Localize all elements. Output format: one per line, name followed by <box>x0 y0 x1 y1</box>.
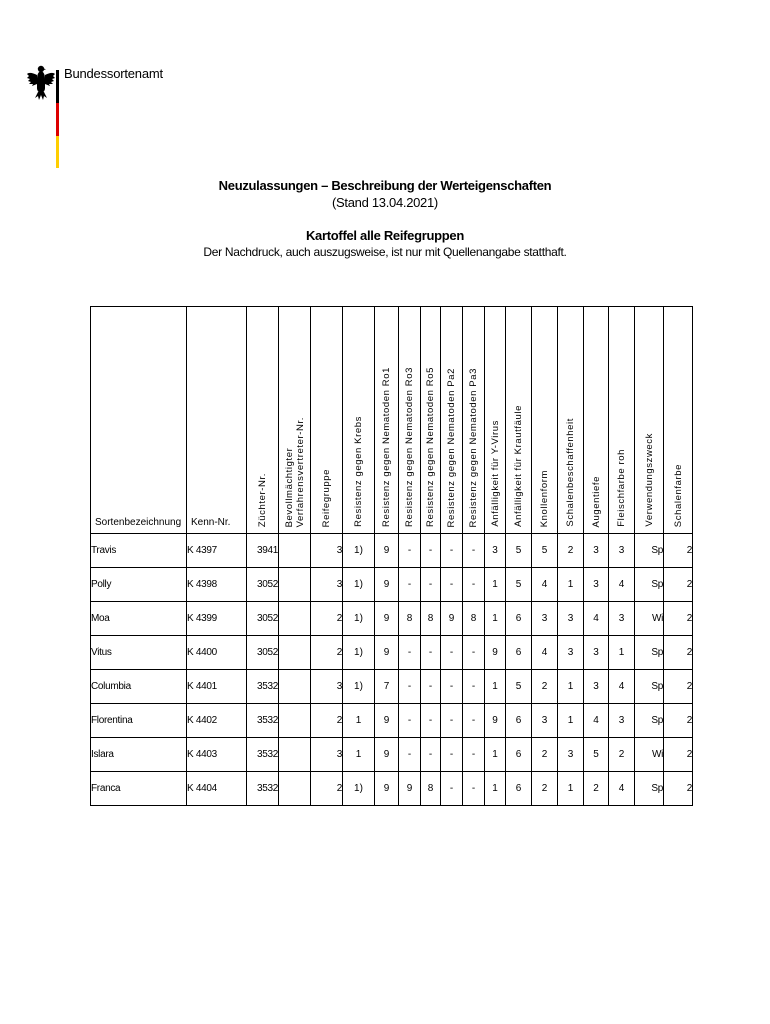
table-cell: 9 <box>375 636 399 670</box>
table-cell: Polly <box>91 568 187 602</box>
table-row <box>91 636 693 670</box>
table-cell: 2 <box>584 772 609 806</box>
table-cell: 1 <box>558 772 584 806</box>
table-cell <box>279 772 311 806</box>
table-cell: 8 <box>399 602 421 636</box>
table-cell: - <box>463 772 485 806</box>
document-title: Neuzulassungen – Beschreibung der Werteigenschaften <box>218 178 552 193</box>
table-cell: - <box>441 534 463 568</box>
table-row <box>91 704 693 738</box>
table-cell: 3 <box>609 602 635 636</box>
table-cell: 2 <box>532 670 558 704</box>
table-cell: K 4400 <box>187 636 247 670</box>
table-cell: 4 <box>609 670 635 704</box>
table-cell: - <box>463 704 485 738</box>
table-cell: 3 <box>532 704 558 738</box>
table-cell: 1 <box>558 670 584 704</box>
table-cell: 6 <box>506 636 532 670</box>
table-cell: 1) <box>343 670 375 704</box>
table-cell: 5 <box>532 534 558 568</box>
table-cell: 3 <box>532 602 558 636</box>
table-cell: 3 <box>584 636 609 670</box>
table-cell: 9 <box>375 738 399 772</box>
table-cell: 2 <box>664 636 693 670</box>
table-cell: K 4397 <box>187 534 247 568</box>
table-cell: Franca <box>91 772 187 806</box>
table-cell: 9 <box>485 636 506 670</box>
table-cell: - <box>421 568 441 602</box>
table-cell: - <box>463 738 485 772</box>
column-header: Reifegruppe <box>311 307 343 534</box>
table-cell: 2 <box>311 602 343 636</box>
table-cell: 3532 <box>247 772 279 806</box>
table-cell: 4 <box>532 568 558 602</box>
table-cell: 3 <box>311 534 343 568</box>
table-cell: 6 <box>506 602 532 636</box>
variety-table <box>90 306 693 806</box>
table-cell: 1) <box>343 636 375 670</box>
table-cell: 9 <box>441 602 463 636</box>
table-cell: K 4404 <box>187 772 247 806</box>
table-cell: 9 <box>375 534 399 568</box>
table-cell: 6 <box>506 704 532 738</box>
table-cell: 3 <box>584 534 609 568</box>
table-cell: 1 <box>485 772 506 806</box>
document-subtitle: Kartoffel alle Reifegruppen <box>305 228 465 243</box>
table-cell: 3052 <box>247 636 279 670</box>
table-cell: - <box>421 738 441 772</box>
table-cell: - <box>421 534 441 568</box>
column-header: Resistenz gegen Nematoden Pa3 <box>463 307 485 534</box>
table-cell: 3 <box>558 636 584 670</box>
table-cell: 4 <box>609 568 635 602</box>
table-cell: 4 <box>609 772 635 806</box>
table-cell: 5 <box>506 670 532 704</box>
column-header: Augentiefe <box>584 307 609 534</box>
table-cell: 2 <box>664 670 693 704</box>
table-cell: 5 <box>506 534 532 568</box>
table-cell: 1 <box>558 568 584 602</box>
table-cell: 9 <box>375 772 399 806</box>
table-cell: 3532 <box>247 670 279 704</box>
table-cell: - <box>421 636 441 670</box>
table-cell: 2 <box>664 534 693 568</box>
table-cell: 9 <box>485 704 506 738</box>
column-header: Resistenz gegen Nematoden Ro1 <box>375 307 399 534</box>
table-cell: - <box>441 704 463 738</box>
table-cell: 4 <box>584 704 609 738</box>
table-cell: - <box>441 772 463 806</box>
table-cell: Wi <box>635 738 664 772</box>
table-row <box>91 738 693 772</box>
table-cell: 4 <box>584 602 609 636</box>
federal-eagle-icon <box>26 62 56 102</box>
table-cell <box>279 670 311 704</box>
column-header: Fleischfarbe roh <box>609 307 635 534</box>
table-cell: Sp <box>635 534 664 568</box>
column-header: Bevollmächtigter Verfahrensvertreter-Nr. <box>279 307 311 534</box>
table-cell: 3 <box>311 738 343 772</box>
column-header: Schalenbeschaffenheit <box>558 307 584 534</box>
table-cell: 1) <box>343 534 375 568</box>
table-cell: 2 <box>558 534 584 568</box>
table-cell: 3532 <box>247 704 279 738</box>
table-cell: K 4403 <box>187 738 247 772</box>
table-cell: 2 <box>664 602 693 636</box>
table-row <box>91 534 693 568</box>
table-cell: - <box>399 636 421 670</box>
table-cell: 1 <box>485 568 506 602</box>
table-cell: - <box>399 568 421 602</box>
table-cell: 8 <box>463 602 485 636</box>
reprint-note: Der Nachdruck, auch auszugsweise, ist nur mit Quellenangabe statthaft. <box>203 245 567 259</box>
table-cell: Wi <box>635 602 664 636</box>
flag-stripe <box>56 70 59 168</box>
table-cell: 8 <box>421 602 441 636</box>
table-cell <box>279 704 311 738</box>
org-name: Bundessortenamt <box>64 66 163 81</box>
table-cell: 3 <box>558 602 584 636</box>
table-cell: 3 <box>311 568 343 602</box>
table-cell: Sp <box>635 670 664 704</box>
column-header: Anfälligkeit für Y-Virus <box>485 307 506 534</box>
table-cell: 3 <box>485 534 506 568</box>
table-cell: 2 <box>664 738 693 772</box>
table-cell: 1 <box>343 738 375 772</box>
table-cell: Sp <box>635 772 664 806</box>
table-cell: - <box>463 568 485 602</box>
table-cell: Florentina <box>91 704 187 738</box>
table-row <box>91 602 693 636</box>
column-header: Züchter-Nr. <box>247 307 279 534</box>
table-cell: K 4398 <box>187 568 247 602</box>
table-cell: - <box>399 534 421 568</box>
table-cell: - <box>441 568 463 602</box>
table-cell: 3941 <box>247 534 279 568</box>
table-cell: Moa <box>91 602 187 636</box>
table-cell: - <box>421 670 441 704</box>
table-cell: - <box>399 670 421 704</box>
column-header: Knollenform <box>532 307 558 534</box>
table-cell <box>279 568 311 602</box>
table-row <box>91 772 693 806</box>
table-cell: 9 <box>375 704 399 738</box>
table-cell: Sp <box>635 704 664 738</box>
table-row <box>91 568 693 602</box>
table-cell: 2 <box>664 772 693 806</box>
table-cell: 1) <box>343 772 375 806</box>
column-header: Anfälligkeit für Krautfäule <box>506 307 532 534</box>
table-cell: 3 <box>609 534 635 568</box>
column-header: Kenn-Nr. <box>187 307 247 534</box>
table-cell: 2 <box>532 738 558 772</box>
table-cell: 2 <box>311 772 343 806</box>
table-cell: - <box>463 534 485 568</box>
table-cell: - <box>441 636 463 670</box>
table-cell: 3 <box>584 670 609 704</box>
column-header: Resistenz gegen Nematoden Ro5 <box>421 307 441 534</box>
table-cell: 3532 <box>247 738 279 772</box>
table-cell: 1 <box>485 670 506 704</box>
table-cell <box>279 636 311 670</box>
table-cell: K 4399 <box>187 602 247 636</box>
table-cell: - <box>441 738 463 772</box>
table-cell: 2 <box>311 704 343 738</box>
table-cell: 6 <box>506 738 532 772</box>
table-cell: - <box>441 670 463 704</box>
document-date: (Stand 13.04.2021) <box>332 195 438 210</box>
table-cell: Sp <box>635 636 664 670</box>
table-header-row <box>91 307 693 534</box>
table-cell: 2 <box>664 568 693 602</box>
column-header: Resistenz gegen Nematoden Pa2 <box>441 307 463 534</box>
table-cell: 3 <box>584 568 609 602</box>
table-cell: Travis <box>91 534 187 568</box>
column-header: Schalenfarbe <box>664 307 693 534</box>
table-cell: - <box>421 704 441 738</box>
table-cell: Sp <box>635 568 664 602</box>
table-cell: K 4402 <box>187 704 247 738</box>
table-cell: 3052 <box>247 568 279 602</box>
table-cell: 4 <box>532 636 558 670</box>
table-cell: 7 <box>375 670 399 704</box>
table-cell: 3 <box>311 670 343 704</box>
table-cell: 1 <box>609 636 635 670</box>
table-cell: 1) <box>343 568 375 602</box>
table-cell: Islara <box>91 738 187 772</box>
table-cell: 1 <box>485 738 506 772</box>
table-cell: - <box>399 738 421 772</box>
table-cell: 2 <box>609 738 635 772</box>
table-cell: - <box>463 670 485 704</box>
table-cell: 2 <box>664 704 693 738</box>
table-cell: Vitus <box>91 636 187 670</box>
column-header: Sortenbezeichnung <box>91 307 187 534</box>
table-cell: 3 <box>558 738 584 772</box>
table-cell: - <box>399 704 421 738</box>
table-cell: 1 <box>558 704 584 738</box>
table-cell: 9 <box>375 602 399 636</box>
table-cell: 1) <box>343 602 375 636</box>
table-cell: 2 <box>311 636 343 670</box>
column-header: Verwendungszweck <box>635 307 664 534</box>
table-cell: 6 <box>506 772 532 806</box>
table-cell: 3 <box>609 704 635 738</box>
table-cell: 1 <box>485 602 506 636</box>
column-header: Resistenz gegen Nematoden Ro3 <box>399 307 421 534</box>
title-block <box>0 178 770 259</box>
table-cell: 1 <box>343 704 375 738</box>
table-cell: 5 <box>584 738 609 772</box>
table-cell: 9 <box>375 568 399 602</box>
table-cell <box>279 738 311 772</box>
table-cell: 2 <box>532 772 558 806</box>
table-cell: - <box>463 636 485 670</box>
table-cell: 8 <box>421 772 441 806</box>
table-cell <box>279 602 311 636</box>
table-cell: 5 <box>506 568 532 602</box>
table-row <box>91 670 693 704</box>
table-cell: Columbia <box>91 670 187 704</box>
table-cell <box>279 534 311 568</box>
table-cell: 3052 <box>247 602 279 636</box>
table-cell: K 4401 <box>187 670 247 704</box>
column-header: Resistenz gegen Krebs <box>343 307 375 534</box>
table-cell: 9 <box>399 772 421 806</box>
